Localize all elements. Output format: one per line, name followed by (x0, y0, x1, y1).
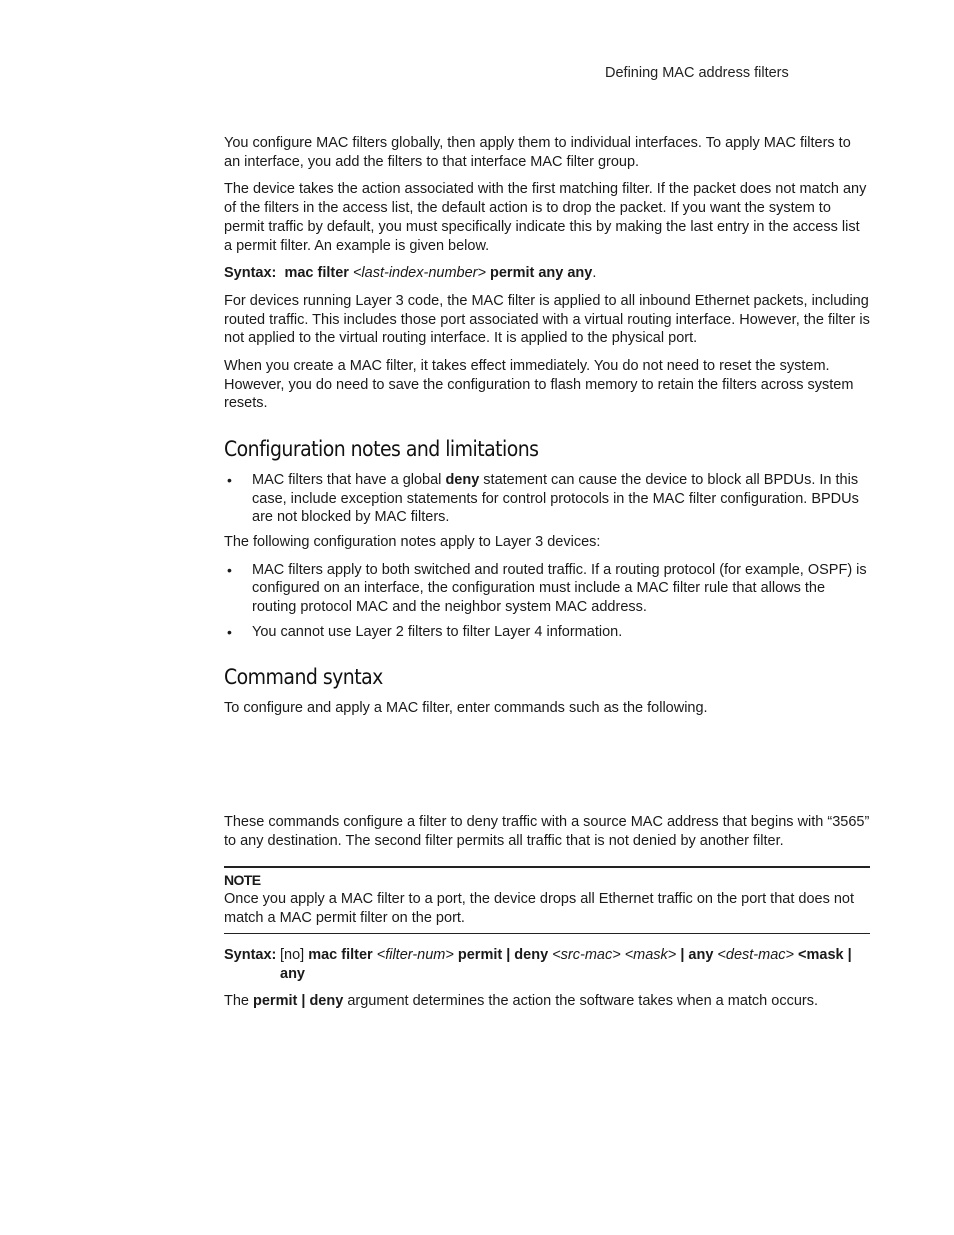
syntax-any: | any (680, 947, 714, 964)
layer3-intro: The following configuration notes apply to Layer 3 devices: (224, 533, 601, 550)
final-text-pre: The (224, 992, 254, 1009)
syntax-label: Syntax: (224, 947, 277, 964)
intro-paragraph-2: The device takes the action associated with the first matching filter. If the packet does not match any of the filters in the access list, the default action is to drop the packet. If you want the system to permit traffic by default, you must specifically indicate this by making the last entry in the access list a permit filter. An example is given below. (224, 181, 867, 254)
list-item (224, 623, 870, 642)
syntax-last-index (224, 264, 870, 283)
final-text-post: argument determines the action the software takes when a match occurs. (343, 992, 819, 1009)
syntax-filter-num: <filter-num> (376, 947, 454, 964)
bullet-text-pre: MAC filters that have a global (252, 471, 446, 488)
syntax-period: . (592, 265, 597, 282)
bullet-text: MAC filters apply to both switched and routed traffic. If a routing protocol (for example, OSPF) is configured on an interface, the configuration must include a MAC filter rule that allows the routing protocol MAC and the neighbor system MAC address. (252, 561, 867, 616)
syntax-permit-deny: permit | deny (457, 947, 549, 964)
bullet-text-post: statement can cause the device to block all BPDUs. In this case, include exception statements for control protocols in the MAC filter configuration. BPDUs are not blocked by MAC filters. (252, 471, 859, 526)
syntax-body (280, 946, 870, 983)
bullet-text: You cannot use Layer 2 filters to filter Layer 4 information. (252, 623, 623, 640)
note-text: Once you apply a MAC filter to a port, the device drops all Ethernet traffic on the port that does not match a MAC permit filter on the port. (224, 890, 855, 926)
note-title: NOTE (224, 872, 261, 889)
intro-paragraph-4: When you create a MAC filter, it takes effect immediately. You do not need to reset the system. However, you do need to save the configuration to flash memory to retain the filters across system resets. (224, 358, 854, 412)
running-header: Defining MAC address filters (605, 65, 789, 81)
syntax-command: mac filter (284, 265, 349, 282)
bullet-icon: • (227, 471, 232, 488)
syntax-src-mask: <src-mac> <mask> (552, 947, 677, 964)
bullet-icon: • (227, 561, 232, 578)
syntax-no: [no] (280, 947, 309, 964)
intro-paragraph-1: You configure MAC filters globally, then apply them to individual interfaces. To apply MAC filters to an interface, you add the filters to that interface MAC filter group. (224, 135, 851, 170)
syntax-mac-filter (224, 946, 870, 983)
section-heading-config-notes: Configuration notes and limitations (224, 437, 539, 462)
syntax-any-2: any (280, 966, 305, 983)
layer3-notes-list (224, 561, 870, 642)
syntax-tail: permit any any (490, 265, 593, 282)
command-intro: To configure and apply a MAC filter, enter commands such as the following. (224, 700, 708, 717)
note-box (224, 866, 870, 934)
page-content (224, 134, 870, 1020)
final-paragraph (224, 992, 870, 1011)
bullet-text-bold: deny (445, 471, 480, 488)
syntax-command: mac filter (308, 947, 373, 964)
list-item (224, 561, 870, 617)
final-text-bold: permit | deny (253, 992, 344, 1009)
syntax-dest-mac: <dest-mac> (717, 947, 794, 964)
syntax-argument: <last-index-number> (352, 265, 486, 282)
code-example-area (224, 727, 870, 813)
bullet-icon: • (227, 623, 232, 640)
list-item (224, 471, 870, 527)
syntax-label: Syntax: (224, 265, 277, 282)
syntax-mask: <mask | (798, 947, 852, 964)
section-heading-command-syntax: Command syntax (224, 665, 383, 690)
intro-paragraph-3: For devices running Layer 3 code, the MAC filter is applied to all inbound Ethernet packets, including routed traffic. This includes those port associated with a virtual routing interface. However, the filter is not applied to the virtual routing interface. It is applied to the physical port. (224, 292, 870, 347)
command-explanation: These commands configure a filter to deny traffic with a source MAC address that begins with “3565” to any destination. The second filter permits all traffic that is not denied by another filter. (224, 813, 870, 849)
config-notes-list (224, 471, 870, 527)
